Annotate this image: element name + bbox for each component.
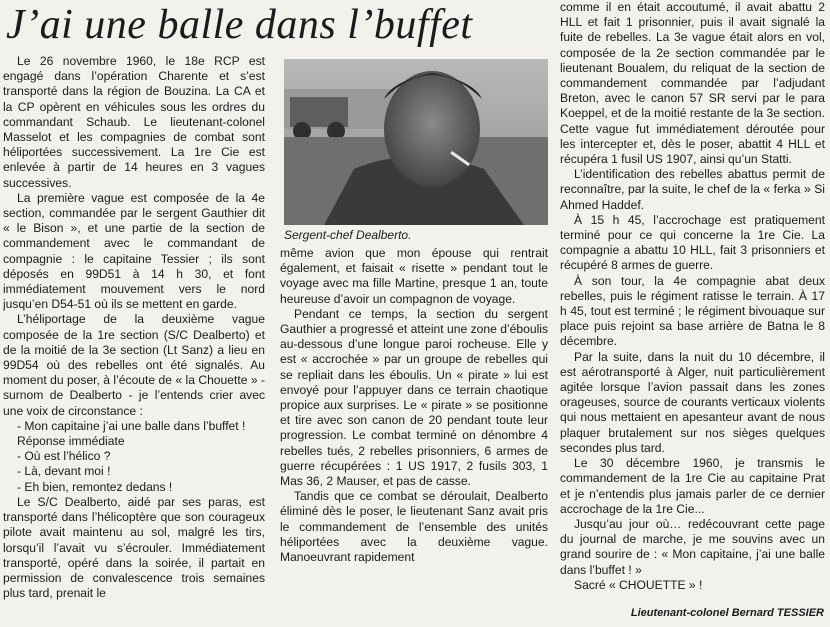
paragraph: même avion que mon épouse qui rentrait également, et faisait « risette » pendant tout le voyage avec ma fille Martine, presque 1 an, toute heureuse d’avoir un compagnon de voyage. [280,246,548,306]
paragraph: Le S/C Dealberto, aidé par ses paras, est transporté dans l’hélicoptère que son courageux pilote avait maintenu au sol, malgré les tirs, lorsqu’il l’avait vu s’écrouler. Immédiatement transporté, opéré dans la soirée, il partait en permission de convalescence trois semaines plus tard, prenait le [3,494,265,601]
paragraph: Tandis que ce combat se déroulait, Dealberto éliminé dès le poser, le lieutenant Sanz avait pris le commandement de l’ensemble des unités héliportées avec la deuxième vague. Manoeuvrant rapidement [280,489,548,565]
paragraph: comme il en était accoutumé, il avait abattu 2 HLL et fait 1 prisonnier, puis il avait signalé la fuite de rebelles. La 3e vague était alors en vol, composée de la 2e section commandée par le lieutenant Boualem, du reliquat de la section de commandement commandée par l’adjudant Breton, avec le canon 57 SR servi par le para Koeppel, et de la moitié restante de la 3e section. Cette vague fut immédiatement déroutée pour les intercepter et, dès le poser, abattit 4 HLL et récupéra 1 fusil US 1907, ainsi qu’un Statti. [560,0,825,167]
column-1 [3,54,265,627]
article-title: J’ai une balle dans l’buffet [6,2,473,48]
photo-caption: Sergent-chef Dealberto. [284,228,412,242]
portrait-photo-illustration [284,59,548,225]
paragraph: - Là, devant moi ! [17,464,111,479]
paragraph: Par la suite, dans la nuit du 10 décembre, il est aérotransporté à Alger, nuit particulièrement agitée lorsque l’avion passait dans les zones orageuses, source de courants verticaux violents qui nous mettaient en apesanteur avant de nous plaquer brutalement sur nos sièges quelques secondes plus tard. [560,349,825,455]
column-3 [560,0,825,608]
paragraph: Le 30 décembre 1960, je transmis le commandement de la 1re Cie au capitaine Prat et je n’entendis plus jamais parler de ce dernier accrochage de la 1re Cie... [560,456,825,516]
paragraph: - Mon capitaine j’ai une balle dans l’buffet ! [17,418,246,433]
paragraph: L’identification des rebelles abattus permit de reconnaître, par la suite, le chef de la « ferka » Si Ahmed Haddef. [560,167,825,212]
paragraph: - Où est l’hélico ? [17,449,111,464]
paragraph: Le 26 novembre 1960, le 18e RCP est engagé dans l’opération Charente et s’est transporté dans la région de Bouzina. La CA et la CP opèrent en véhicules sous les ordres du commandant Schaub. Le lieutenant-colonel Masselot et les compagnies de combat sont héliportées successivement. La 1re Cie est enlevée à partir de 14 heures en 3 vagues successives. [3,54,265,190]
paragraph: À son tour, la 4e compagnie abat deux rebelles, puis le régiment ratisse le terrain. À 17 h 45, tout est terminé ; le régiment bivouaque sur place puis rejoint sa base arrière de Batna le 8 décembre. [560,273,825,349]
paragraph: À 15 h 45, l’accrochage est pratiquement terminé pour ce qui concerne la 1re Cie. La compagnie a abattu 10 HLL, fait 3 prisonniers et récupéré 8 armes de guerre. [560,212,825,273]
author-signature: Lieutenant-colonel Bernard TESSIER [630,607,824,619]
paragraph: Sacré « CHOUETTE » ! [574,577,703,592]
portrait-photo [284,59,548,225]
paragraph: - Eh bien, remontez dedans ! [17,479,173,494]
paragraph: Jusqu’au jour où… redécouvrant cette page du journal de marche, je me souvins avec un grand sourire de : « Mon capitaine, j’ai une balle dans l’buffet ! » [560,516,825,577]
paragraph: Réponse immédiate [17,434,125,449]
paragraph: L’héliportage de la deuxième vague composée de la 1re section (S/C Dealberto) et de la moitié de la 3e section (Lt Sanz) a lieu en 99D54 où des rebelles ont été signalés. Au moment du poser, à l’écoute de « la Chouette » - surnom de Dealberto - je l’entends crier avec une voix de circonstance : [3,312,265,418]
column-2 [280,246,548,627]
paragraph: La première vague est composée de la 4e section, commandée par le sergent Gauthier dit « le Bison », et une partie de la section de commandement avec le commandant de compagnie : le capitaine Tessier ; ils sont déposés en 99D51 à 14 h 30, et font immédiatement mouvement vers le nord jusqu’en D54-51 où ils se mettent en garde. [3,190,265,312]
paragraph: Pendant ce temps, la section du sergent Gauthier a progressé et atteint une zone d’éboulis au-dessous d’une longue paroi rocheuse. Elle y est « accrochée » par un groupe de rebelles qui se repliait dans les éboulis. Un « pirate » lui est envoyé pour l’appuyer dans ce terrain chaotique propice aux surprises. Le « pirate » se positionne et tire avec son canon de 20 pendant toute leur progression. Le combat terminé on dénombre 4 rebelles tués, 2 rebelles prisonniers, 6 armes de guerre récupérées : 1 US 1917, 2 fusils 303, 1 Mas 36, 2 Mauser, et pas de casse. [280,306,548,489]
